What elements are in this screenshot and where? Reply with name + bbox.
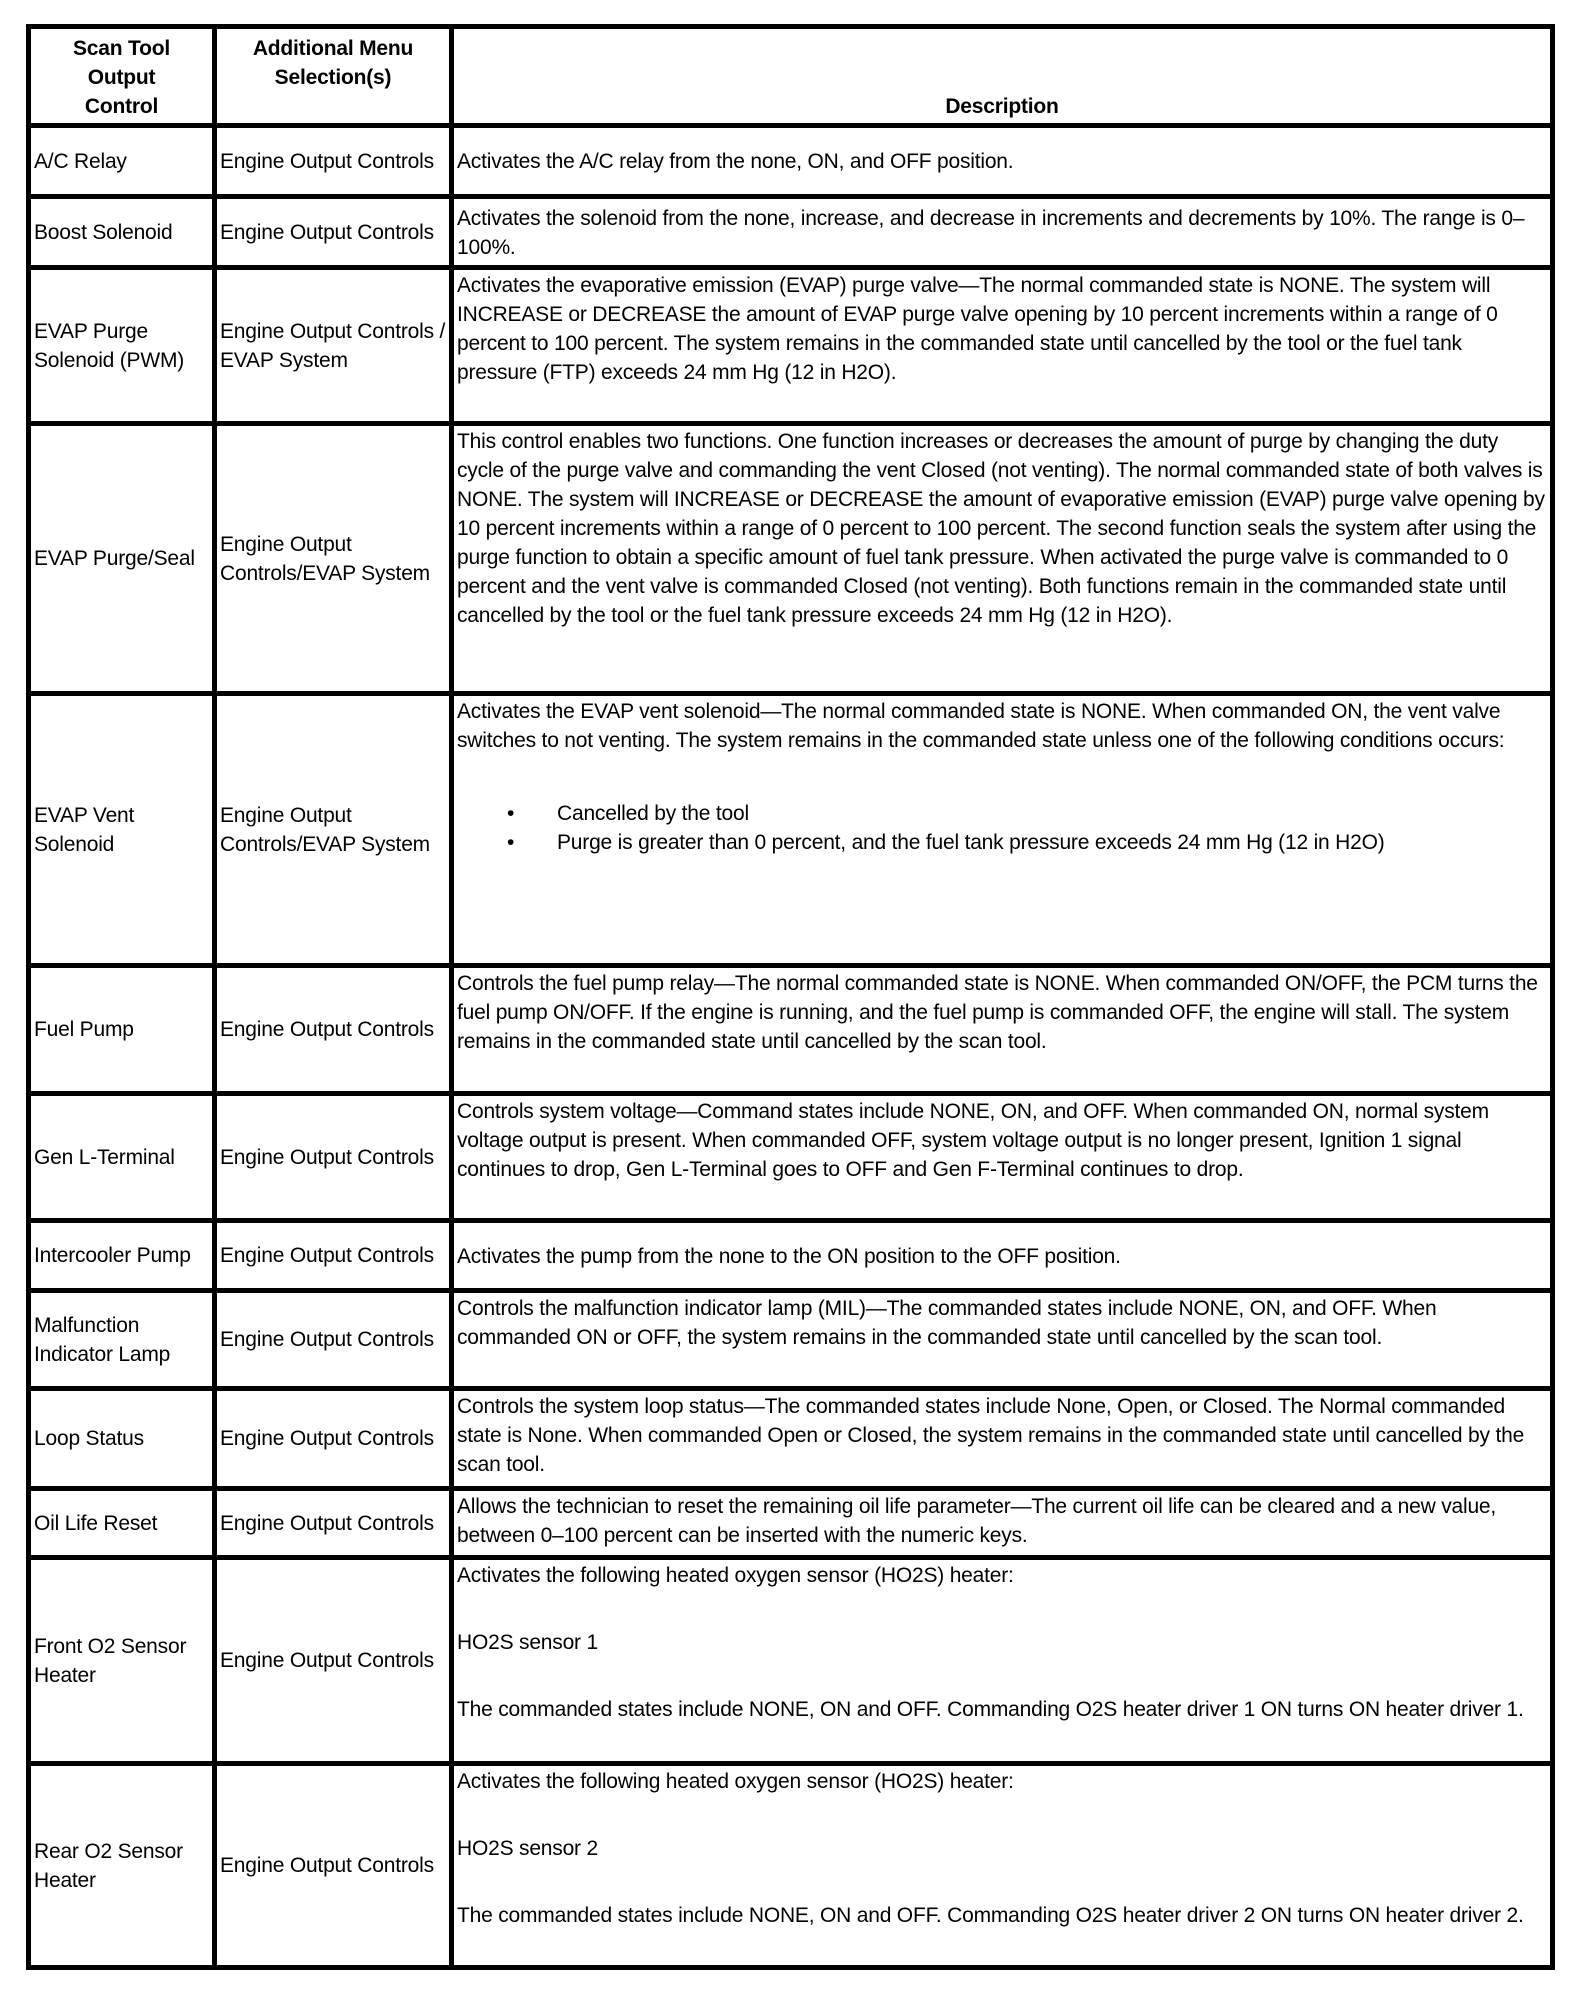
header-line: Selection(s)	[274, 66, 392, 89]
control-name: Front O2 Sensor Heater	[29, 1558, 215, 1764]
description	[452, 1764, 1553, 1968]
table-row	[29, 126, 1553, 197]
list-item	[457, 799, 1547, 828]
bullet-icon: •	[507, 831, 515, 854]
description: Controls the system loop status—The commanded states include None, Open, or Closed. The Normal commanded state is None. When commanded Open or Closed, the system remains in the commanded state until cancelled by the scan tool.	[452, 1389, 1553, 1489]
description-text: The commanded states include NONE, ON and OFF. Commanding O2S heater driver 2 ON turns ON heater driver 2.	[457, 1904, 1524, 1927]
description: Controls system voltage—Command states include NONE, ON, and OFF. When commanded ON, normal system voltage output is present. When commanded OFF, system voltage output is no longer present, Ignition 1 signal continues to drop, Gen L-Terminal goes to OFF and Gen F-Terminal continues to drop.	[452, 1094, 1553, 1221]
description	[452, 694, 1553, 966]
control-name: Oil Life Reset	[29, 1489, 215, 1558]
table-row	[29, 197, 1553, 268]
spacer	[457, 1863, 1547, 1901]
control-name: EVAP Purge/Seal	[29, 424, 215, 694]
description: Activates the pump from the none to the ON position to the OFF position.	[452, 1221, 1553, 1291]
menu-selection: Engine Output Controls	[215, 1489, 452, 1558]
menu-selection: Engine Output Controls	[215, 1389, 452, 1489]
table-row	[29, 1221, 1553, 1291]
description-text: Activates the EVAP vent solenoid—The normal commanded state is NONE. When commanded ON, the vent valve switches to not venting. The system remains in the commanded state unless one of the following conditions occurs:	[457, 700, 1505, 752]
control-name: EVAP Purge Solenoid (PWM)	[29, 268, 215, 424]
header-scan-tool-output-control	[29, 27, 215, 126]
table-row	[29, 966, 1553, 1094]
description	[452, 1558, 1553, 1764]
menu-selection: Engine Output Controls	[215, 1558, 452, 1764]
description-text: Activates the following heated oxygen sensor (HO2S) heater:	[457, 1770, 1014, 1793]
description: Activates the evaporative emission (EVAP) purge valve—The normal commanded state is NONE. The system will INCREASE or DECREASE the amount of EVAP purge valve opening by 10 percent increments within a range of 0 percent to 100 percent. The system remains in the commanded state until cancelled by the tool or the fuel tank pressure (FTP) exceeds 24 mm Hg (12 in H2O).	[452, 268, 1553, 424]
spacer	[457, 1796, 1547, 1834]
control-name: Loop Status	[29, 1389, 215, 1489]
control-name: Intercooler Pump	[29, 1221, 215, 1291]
menu-selection: Engine Output Controls / EVAP System	[215, 268, 452, 424]
control-name: EVAP Vent Solenoid	[29, 694, 215, 966]
table-row	[29, 694, 1553, 966]
header-line: Control	[84, 95, 159, 118]
scan-tool-output-controls-table	[26, 24, 1555, 1970]
table-row	[29, 1764, 1553, 1968]
menu-selection: Engine Output Controls	[215, 1094, 452, 1221]
header-additional-menu-selections	[215, 27, 452, 126]
spacer	[457, 1657, 1547, 1695]
list-item	[457, 828, 1547, 857]
spacer	[457, 755, 1547, 799]
menu-selection: Engine Output Controls	[215, 966, 452, 1094]
bullet-icon: •	[507, 802, 515, 825]
menu-selection: Engine Output Controls/EVAP System	[215, 424, 452, 694]
description: This control enables two functions. One function increases or decreases the amount of purge by changing the duty cycle of the purge valve and commanding the vent Closed (not venting). The normal commanded state of both valves is NONE. The system will INCREASE or DECREASE the amount of evaporative emission (EVAP) purge valve opening by 10 percent increments within a range of 0 percent to 100 percent. The second function seals the system after using the purge function to obtain a specific amount of fuel tank pressure. When activated the purge valve is commanded to 0 percent and the vent valve is commanded Closed (not venting). Both functions remain in the commanded state until cancelled by the tool or the fuel tank pressure exceeds 24 mm Hg (12 in H2O).	[452, 424, 1553, 694]
table-row	[29, 1489, 1553, 1558]
sensor-label: HO2S sensor 1	[457, 1631, 598, 1654]
table-row	[29, 268, 1553, 424]
description: Activates the A/C relay from the none, ON, and OFF position.	[452, 126, 1553, 197]
menu-selection: Engine Output Controls	[215, 1291, 452, 1389]
conditions-list	[457, 799, 1547, 857]
table-row	[29, 1558, 1553, 1764]
control-name: Boost Solenoid	[29, 197, 215, 268]
table-row	[29, 424, 1553, 694]
spacer	[457, 1590, 1547, 1628]
header-description: Description	[452, 27, 1553, 126]
list-item-text: Cancelled by the tool	[557, 802, 749, 825]
menu-selection: Engine Output Controls	[215, 1221, 452, 1291]
control-name: Fuel Pump	[29, 966, 215, 1094]
description: Controls the fuel pump relay—The normal commanded state is NONE. When commanded ON/OFF, the PCM turns the fuel pump ON/OFF. If the engine is running, and the fuel pump is commanded OFF, the engine will stall. The system remains in the commanded state until cancelled by the scan tool.	[452, 966, 1553, 1094]
description-text: The commanded states include NONE, ON and OFF. Commanding O2S heater driver 1 ON turns ON heater driver 1.	[457, 1698, 1524, 1721]
description: Controls the malfunction indicator lamp (MIL)—The commanded states include NONE, ON, and OFF. When commanded ON or OFF, the system remains in the commanded state until cancelled by the scan tool.	[452, 1291, 1553, 1389]
header-line: Additional Menu	[252, 37, 414, 60]
description-text: Activates the following heated oxygen sensor (HO2S) heater:	[457, 1564, 1014, 1587]
menu-selection: Engine Output Controls	[215, 126, 452, 197]
table-row	[29, 1291, 1553, 1389]
description: Allows the technician to reset the remaining oil life parameter—The current oil life can be cleared and a new value, between 0–100 percent can be inserted with the numeric keys.	[452, 1489, 1553, 1558]
menu-selection: Engine Output Controls	[215, 197, 452, 268]
table-row	[29, 1094, 1553, 1221]
header-line: Output	[87, 66, 156, 89]
table-header-row	[29, 27, 1553, 126]
control-name: Malfunction Indicator Lamp	[29, 1291, 215, 1389]
list-item-text: Purge is greater than 0 percent, and the fuel tank pressure exceeds 24 mm Hg (12 in H2O)	[557, 831, 1385, 854]
table-row	[29, 1389, 1553, 1489]
control-name: Gen L-Terminal	[29, 1094, 215, 1221]
menu-selection: Engine Output Controls/EVAP System	[215, 694, 452, 966]
description: Activates the solenoid from the none, increase, and decrease in increments and decrements by 10%. The range is 0–100%.	[452, 197, 1553, 268]
control-name: A/C Relay	[29, 126, 215, 197]
header-line: Scan Tool	[73, 37, 170, 60]
menu-selection: Engine Output Controls	[215, 1764, 452, 1968]
sensor-label: HO2S sensor 2	[457, 1837, 598, 1860]
control-name: Rear O2 Sensor Heater	[29, 1764, 215, 1968]
